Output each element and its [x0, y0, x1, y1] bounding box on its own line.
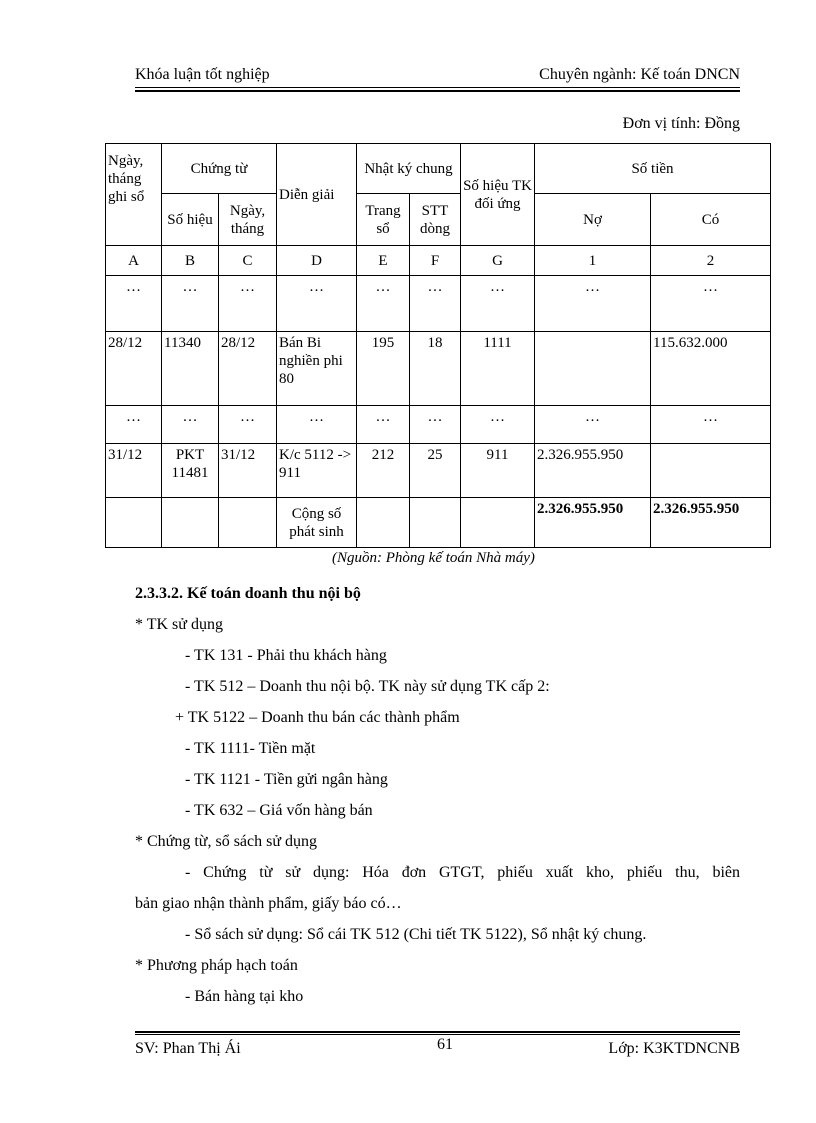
table-row: [106, 444, 771, 498]
ellipsis-cell: …: [357, 276, 410, 332]
ellipsis-cell: …: [106, 406, 162, 444]
cell-journal-line: 25: [410, 444, 461, 498]
footer-student: SV: Phan Thị Ái: [135, 1040, 241, 1057]
unit-note: Đơn vị tính: Đồng: [622, 115, 740, 132]
body-line: - TK 131 - Phải thu khách hàng: [185, 647, 387, 664]
cell-debit: 2.326.955.950: [535, 444, 651, 498]
header-account: Số hiệu TK đối ứng: [461, 144, 535, 246]
ellipsis-cell: …: [651, 406, 771, 444]
cell-voucher-no: 11340: [162, 332, 219, 406]
table-row: [106, 332, 771, 406]
cell-empty: [106, 498, 162, 548]
ellipsis-cell: …: [162, 276, 219, 332]
cell-voucher-date: 28/12: [219, 332, 277, 406]
ellipsis-cell: …: [106, 276, 162, 332]
body-line: - Sổ sách sử dụng: Sổ cái TK 512 (Chi tiết TK 5122), Sổ nhật ký chung.: [185, 926, 647, 943]
code-cell: C: [219, 246, 277, 276]
header-voucher: Chứng từ: [162, 144, 277, 194]
header-amount: Số tiền: [535, 144, 771, 194]
total-credit: 2.326.955.950: [651, 498, 771, 548]
ledger-table: [105, 143, 771, 548]
cell-voucher-date: 31/12: [219, 444, 277, 498]
table-header-row: [106, 144, 771, 194]
code-cell: A: [106, 246, 162, 276]
cell-credit: [651, 444, 771, 498]
table-row-ellipsis: [106, 276, 771, 332]
header-rule: [135, 87, 740, 88]
header-debit: Nợ: [535, 194, 651, 246]
cell-date: 28/12: [106, 332, 162, 406]
footer-rule: [135, 1034, 740, 1035]
code-cell: E: [357, 246, 410, 276]
header-rule-thick: [135, 90, 740, 92]
ellipsis-cell: …: [219, 276, 277, 332]
table-subheader-row: [106, 194, 771, 246]
header-voucher-no: Số hiệu: [162, 194, 219, 246]
header-credit: Có: [651, 194, 771, 246]
cell-description: K/c 5112 -> 911: [277, 444, 357, 498]
cell-journal-page: 212: [357, 444, 410, 498]
ellipsis-cell: …: [219, 406, 277, 444]
code-cell: 2: [651, 246, 771, 276]
body-line: * Phương pháp hạch toán: [135, 957, 298, 974]
body-line: * Chứng từ, sổ sách sử dụng: [135, 833, 318, 850]
table-row-ellipsis: [106, 406, 771, 444]
ellipsis-cell: …: [535, 276, 651, 332]
cell-empty: [219, 498, 277, 548]
header-thesis-label: Khóa luận tốt nghiệp: [135, 66, 270, 83]
cell-account: 911: [461, 444, 535, 498]
code-cell: B: [162, 246, 219, 276]
body-line: bản giao nhận thành phẩm, giấy báo có…: [135, 895, 402, 912]
code-cell: D: [277, 246, 357, 276]
cell-date: 31/12: [106, 444, 162, 498]
cell-credit: 115.632.000: [651, 332, 771, 406]
header-journal-page: Trang sổ: [357, 194, 410, 246]
header-journal-line: STT dòng: [410, 194, 461, 246]
page-header: [135, 66, 740, 88]
body-line: - TK 512 – Doanh thu nội bộ. TK này sử dụng TK cấp 2:: [185, 678, 550, 695]
body-line: * TK sử dụng: [135, 616, 223, 633]
body-line: - Bán hàng tại kho: [185, 988, 304, 1005]
cell-empty: [410, 498, 461, 548]
code-cell: 1: [535, 246, 651, 276]
ellipsis-cell: …: [461, 276, 535, 332]
body-line: - Chứng từ sử dụng: Hóa đơn GTGT, phiếu xuất kho, phiếu thu, biên: [185, 864, 740, 881]
footer-rule-thick: [135, 1031, 740, 1033]
section-heading: 2.3.3.2. Kế toán doanh thu nội bộ: [135, 585, 361, 602]
total-debit: 2.326.955.950: [535, 498, 651, 548]
header-date: Ngày, tháng ghi sổ: [106, 144, 162, 246]
code-cell: G: [461, 246, 535, 276]
ellipsis-cell: …: [410, 276, 461, 332]
cell-description: Bán Bi nghiền phi 80: [277, 332, 357, 406]
body-line: - TK 1121 - Tiền gửi ngân hàng: [185, 771, 388, 788]
page-footer: [135, 1036, 740, 1062]
table-total-row: [106, 498, 771, 548]
footer-class: Lớp: K3KTDNCNB: [608, 1040, 740, 1057]
ellipsis-cell: …: [162, 406, 219, 444]
code-cell: F: [410, 246, 461, 276]
page-number: 61: [437, 1036, 453, 1053]
body-text: [135, 578, 740, 1012]
ellipsis-cell: …: [461, 406, 535, 444]
column-code-row: [106, 246, 771, 276]
header-journal: Nhật ký chung: [357, 144, 461, 194]
ellipsis-cell: …: [535, 406, 651, 444]
body-line: - TK 632 – Giá vốn hàng bán: [185, 802, 373, 819]
ellipsis-cell: …: [357, 406, 410, 444]
header-voucher-date: Ngày, tháng: [219, 194, 277, 246]
cell-empty: [162, 498, 219, 548]
cell-account: 1111: [461, 332, 535, 406]
body-line: - TK 1111- Tiền mặt: [185, 740, 316, 757]
cell-empty: [461, 498, 535, 548]
header-major-label: Chuyên ngành: Kế toán DNCN: [539, 66, 740, 83]
ellipsis-cell: …: [277, 406, 357, 444]
cell-journal-line: 18: [410, 332, 461, 406]
ellipsis-cell: …: [651, 276, 771, 332]
body-line: + TK 5122 – Doanh thu bán các thành phẩm: [175, 709, 460, 726]
cell-empty: [357, 498, 410, 548]
ellipsis-cell: …: [277, 276, 357, 332]
header-description: Diễn giải: [277, 144, 357, 246]
total-label: Cộng số phát sinh: [277, 498, 357, 548]
cell-debit: [535, 332, 651, 406]
ellipsis-cell: …: [410, 406, 461, 444]
cell-journal-page: 195: [357, 332, 410, 406]
cell-voucher-no: PKT 11481: [162, 444, 219, 498]
source-note: (Nguồn: Phòng kế toán Nhà máy): [332, 550, 535, 566]
